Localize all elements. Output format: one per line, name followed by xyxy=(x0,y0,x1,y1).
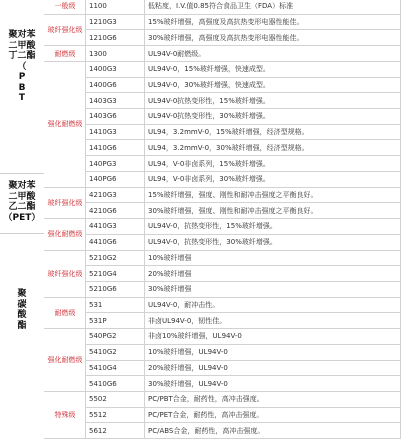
grade-description: UL94，V-0非卤系列，15%玻纤增强。 xyxy=(145,156,401,172)
table-row xyxy=(45,423,401,439)
grade-code: 540PG2 xyxy=(86,329,145,345)
family-pet-line-2: 二甲酸 xyxy=(8,191,36,202)
grade-description: UL94V-0，耐冲击性。 xyxy=(145,297,401,313)
grade-code: 531P xyxy=(86,313,145,329)
grade-category: 玻纤强化级 xyxy=(45,187,86,218)
family-pbt xyxy=(0,30,44,104)
table-row xyxy=(45,14,401,30)
grade-code: 5410G4 xyxy=(86,360,145,376)
table-row xyxy=(45,313,401,329)
grade-code: 5502 xyxy=(86,391,145,407)
grade-table xyxy=(44,0,401,439)
family-pc-line-3: 酸 xyxy=(17,310,27,320)
grade-category: 耐燃级 xyxy=(45,297,86,328)
table-row xyxy=(45,376,401,392)
table-row xyxy=(45,344,401,360)
table-row xyxy=(45,281,401,297)
grade-category: 强化耐燃级 xyxy=(45,61,86,187)
grade-category: 一般级 xyxy=(45,0,86,14)
grade-code: 140PG6 xyxy=(86,171,145,187)
grade-code: 1210G6 xyxy=(86,30,145,46)
family-pbt-line-6: B xyxy=(18,82,26,93)
grade-code: 1410G3 xyxy=(86,124,145,140)
family-pet-line-4: （PET） xyxy=(3,212,41,223)
table-row xyxy=(45,266,401,282)
family-pc-line-1: 聚 xyxy=(17,289,27,299)
table-row xyxy=(45,0,401,14)
grade-description: 20%玻纤增强，UL94V-0 xyxy=(145,360,401,376)
grade-description: UL94V-0抗热变形性，30%玻纤增强。 xyxy=(145,109,401,125)
family-pet-line-1: 聚对苯 xyxy=(8,181,36,191)
grade-description: 30%玻纤增强，强度、刚性和耐冲击强度之平衡良好。 xyxy=(145,203,401,219)
family-pc-line-2: 碳 xyxy=(17,299,27,310)
grade-description: 非卤10%玻纤增强，UL94V-0 xyxy=(145,329,401,345)
grade-code: 1100 xyxy=(86,0,145,14)
grade-code: 1403G3 xyxy=(86,93,145,109)
grade-description: UL94V-0，抗热变形性，30%玻纤增强。 xyxy=(145,234,401,250)
family-pet-line-3: 乙二酯 xyxy=(8,202,36,212)
table-row xyxy=(45,391,401,407)
table-row xyxy=(45,297,401,313)
grade-code: 4210G3 xyxy=(86,187,145,203)
table-row xyxy=(45,93,401,109)
grade-code: 531 xyxy=(86,297,145,313)
grade-code: 5410G2 xyxy=(86,344,145,360)
grade-code: 1400G6 xyxy=(86,77,145,93)
table-row xyxy=(45,156,401,172)
grade-code: 5612 xyxy=(86,423,145,439)
table-row xyxy=(45,234,401,250)
grade-description: UL94，3.2mmV-0，30%玻纤增强，经济型规格。 xyxy=(145,140,401,156)
grade-description: UL94V-0抗热变形性，15%玻纤增强。 xyxy=(145,93,401,109)
table-row xyxy=(45,46,401,62)
table-row xyxy=(45,30,401,46)
table-row xyxy=(45,61,401,77)
grade-description: 30%玻纤增强 xyxy=(145,281,401,297)
grade-description: UL94V-0，30%玻纤增强，快速成型。 xyxy=(145,77,401,93)
table-row xyxy=(45,109,401,125)
grade-code: 1210G3 xyxy=(86,14,145,30)
table-row xyxy=(45,329,401,345)
grade-category: 玻纤强化级 xyxy=(45,14,86,45)
grade-code: 5210G4 xyxy=(86,266,145,282)
grade-description: 20%玻纤增强 xyxy=(145,266,401,282)
grade-code: 5410G6 xyxy=(86,376,145,392)
table-row xyxy=(45,77,401,93)
family-pc-line-4: 酯 xyxy=(17,320,27,331)
grade-category: 特殊级 xyxy=(45,391,86,438)
grade-description: UL94V-0耐燃级。 xyxy=(145,46,401,62)
table-row xyxy=(45,124,401,140)
grade-code: 5210G6 xyxy=(86,281,145,297)
table-row xyxy=(45,219,401,235)
grade-description: UL94，3.2mmV-0，15%玻纤增强，经济型规格。 xyxy=(145,124,401,140)
grade-code: 4410G3 xyxy=(86,219,145,235)
grade-description: 低粘度，I.V.值0.85符合食品卫生（FDA）标准 xyxy=(145,0,401,14)
grade-description: 30%玻纤增强，高强度及高抗热变形电器性能佳。 xyxy=(145,30,401,46)
family-pbt-line-3: 丁二酯 xyxy=(8,51,36,61)
grade-code: 4410G6 xyxy=(86,234,145,250)
table-row xyxy=(45,250,401,266)
grade-description: PC/ABS合金，耐药性，高冲击强度。 xyxy=(145,423,401,439)
grade-category: 耐燃级 xyxy=(45,46,86,62)
family-separator xyxy=(0,173,44,174)
family-pbt-line-2: 二甲酸 xyxy=(8,40,36,51)
family-pbt-line-7: T xyxy=(18,93,26,103)
family-pc xyxy=(0,289,44,331)
table-row xyxy=(45,171,401,187)
grade-category: 玻纤强化级 xyxy=(45,250,86,297)
family-separator xyxy=(0,233,44,234)
grade-category: 强化耐燃级 xyxy=(45,219,86,250)
grade-description: PC/PBT合金，耐药性，高冲击强度。 xyxy=(145,391,401,407)
grade-description: 15%玻纤增强，强度、刚性和耐冲击强度之平衡良好。 xyxy=(145,187,401,203)
family-pet xyxy=(0,181,44,223)
grade-code: 1300 xyxy=(86,46,145,62)
grade-code: 1410G6 xyxy=(86,140,145,156)
family-pbt-line-5: P xyxy=(18,72,26,82)
grade-code: 1400G3 xyxy=(86,61,145,77)
grade-description: 非卤UL94V-0，韧性佳。 xyxy=(145,313,401,329)
grade-code: 140PG3 xyxy=(86,156,145,172)
family-pbt-line-4: （ xyxy=(17,61,27,72)
grade-description: UL94V-0，15%玻纤增强，快速成型。 xyxy=(145,61,401,77)
table-row xyxy=(45,407,401,423)
grade-code: 5210G2 xyxy=(86,250,145,266)
grade-category: 强化耐燃级 xyxy=(45,329,86,392)
table-row xyxy=(45,203,401,219)
grade-description: 10%玻纤增强，UL94V-0 xyxy=(145,344,401,360)
grade-description: UL94V-0，抗热变形性，15%玻纤增强。 xyxy=(145,219,401,235)
grade-code: 1403G6 xyxy=(86,109,145,125)
table-row xyxy=(45,187,401,203)
grade-description: 30%玻纤增强，UL94V-0 xyxy=(145,376,401,392)
grade-description: 15%玻纤增强，高强度及高抗热变形电器性能佳。 xyxy=(145,14,401,30)
grade-code: 5512 xyxy=(86,407,145,423)
grade-description: PC/PET合金，耐药性，高冲击强度。 xyxy=(145,407,401,423)
table-row xyxy=(45,360,401,376)
family-pbt-line-1: 聚对苯 xyxy=(8,30,36,40)
grade-description: UL94，V-0非卤系列，30%玻纤增强。 xyxy=(145,171,401,187)
grade-code: 4210G6 xyxy=(86,203,145,219)
table-row xyxy=(45,140,401,156)
grade-description: 10%玻纤增强 xyxy=(145,250,401,266)
